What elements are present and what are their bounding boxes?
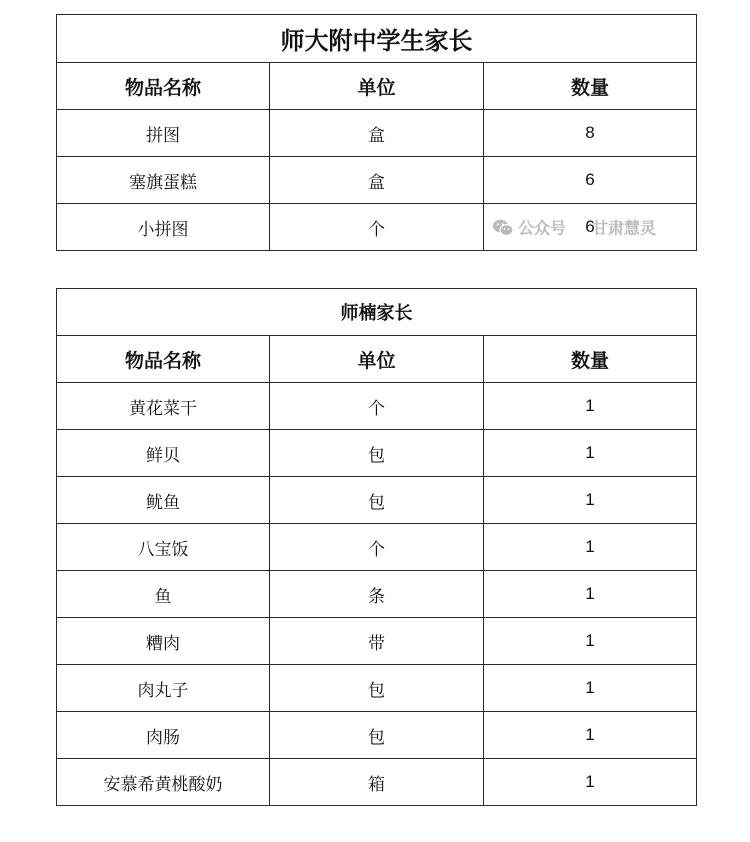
quantity-value: 6 [585,217,595,236]
item-name-cell: 肉肠 [57,712,270,759]
quantity-cell: 1 [484,665,697,712]
item-name-cell: 黄花菜干 [57,383,270,430]
item-name-cell: 鲜贝 [57,430,270,477]
item-name-cell: 肉丸子 [57,665,270,712]
item-name-cell: 鱼 [57,571,270,618]
item-name-cell: 鱿鱼 [57,477,270,524]
table-row [57,618,697,665]
quantity-cell: 1 [484,477,697,524]
unit-cell: 个 [270,524,484,571]
quantity-cell [484,204,697,251]
quantity-cell: 1 [484,571,697,618]
header-unit: 单位 [270,63,484,110]
item-name-cell: 安慕希黄桃酸奶 [57,759,270,806]
table-row [57,712,697,759]
quantity-cell: 1 [484,712,697,759]
unit-cell: 包 [270,712,484,759]
table-row [57,524,697,571]
item-name-cell: 小拼图 [57,204,270,251]
quantity-cell: 1 [484,430,697,477]
header-quantity: 数量 [484,63,697,110]
unit-cell: 条 [270,571,484,618]
unit-cell: 包 [270,477,484,524]
unit-cell: 盒 [270,157,484,204]
watermark-text-left: 公众号 [518,220,567,238]
header-item-name: 物品名称 [57,336,270,383]
quantity-cell: 1 [484,524,697,571]
quantity-cell: 1 [484,383,697,430]
table-row [57,383,697,430]
table-row [57,110,697,157]
unit-cell: 盒 [270,110,484,157]
header-item-name: 物品名称 [57,63,270,110]
unit-cell: 箱 [270,759,484,806]
item-name-cell: 拼图 [57,110,270,157]
table-row [57,204,697,251]
table-row [57,665,697,712]
table-row [57,759,697,806]
item-name-cell: 塞旗蛋糕 [57,157,270,204]
watermark [492,216,656,239]
header-quantity: 数量 [484,336,697,383]
quantity-cell: 1 [484,759,697,806]
donation-table-1 [56,14,697,251]
wechat-icon [492,218,514,236]
table-title: 师楠家长 [57,289,697,336]
item-name-cell: 八宝饭 [57,524,270,571]
table-title: 师大附中学生家长 [57,15,697,63]
quantity-cell: 1 [484,618,697,665]
table-row [57,430,697,477]
unit-cell: 个 [270,204,484,251]
unit-cell: 带 [270,618,484,665]
header-unit: 单位 [270,336,484,383]
watermark-text-right: 甘肃慧灵 [592,220,657,238]
quantity-cell: 8 [484,110,697,157]
unit-cell: 个 [270,383,484,430]
table-row [57,571,697,618]
unit-cell: 包 [270,665,484,712]
table-row [57,157,697,204]
donation-table-2 [56,288,697,806]
quantity-cell: 6 [484,157,697,204]
table-row [57,477,697,524]
item-name-cell: 糟肉 [57,618,270,665]
unit-cell: 包 [270,430,484,477]
